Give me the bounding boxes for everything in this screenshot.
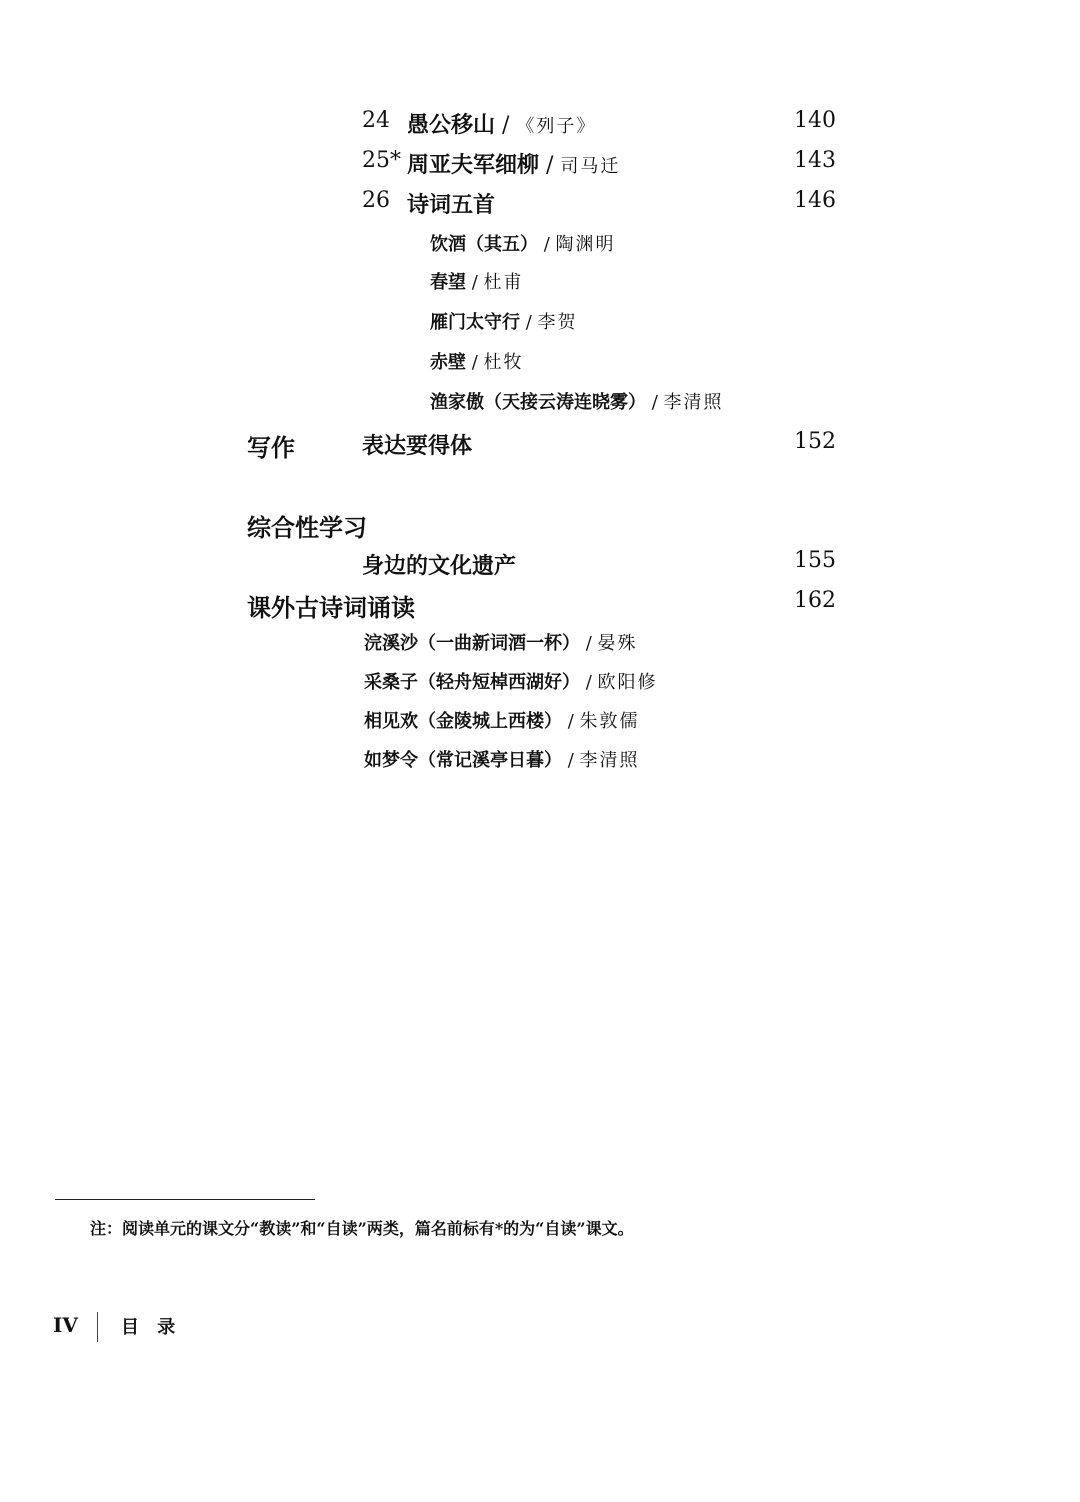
- writing-page-number: 152: [794, 429, 836, 454]
- poem-separator: /: [562, 750, 580, 771]
- poem-separator: /: [520, 312, 538, 333]
- poem-author: 晏殊: [597, 633, 638, 654]
- poem-entry: [430, 268, 524, 294]
- footnote-rule: [55, 1199, 315, 1200]
- writing-section-label: 写作: [247, 433, 295, 462]
- extra-poem-entry: [364, 746, 640, 772]
- footer-section-title: 目 录: [121, 1317, 182, 1338]
- poem-entry: [430, 230, 616, 256]
- lesson-title: [407, 108, 596, 139]
- poem-author: 欧阳修: [597, 672, 658, 693]
- poem-title: 雁门太守行: [430, 312, 520, 333]
- comprehensive-title: 身边的文化遗产: [362, 553, 517, 579]
- extra-poem-entry: [364, 629, 638, 655]
- poem-author: 杜甫: [483, 272, 524, 293]
- poem-entry: [430, 348, 524, 374]
- poem-title: 如梦令（常记溪亭日暮）: [364, 750, 562, 771]
- poem-title: 浣溪沙（一曲新词酒一杯）: [364, 633, 580, 654]
- poem-separator: /: [580, 633, 598, 654]
- poem-separator: /: [466, 352, 484, 373]
- comprehensive-section-label: 综合性学习: [247, 513, 367, 542]
- poem-entry: [430, 388, 724, 414]
- lesson-separator: /: [495, 113, 517, 138]
- poem-title: 饮酒（其五）: [430, 234, 538, 255]
- page-number-roman: IV: [53, 1313, 78, 1337]
- poem-separator: /: [646, 392, 664, 413]
- poem-title: 渔家傲（天接云涛连晓雾）: [430, 392, 646, 413]
- lesson-author: 《列子》: [516, 116, 597, 137]
- lesson-separator: /: [539, 153, 561, 178]
- comprehensive-page-number: 155: [794, 548, 836, 573]
- lesson-page-number: 146: [794, 188, 836, 213]
- footer-divider: [97, 1312, 98, 1342]
- poem-title: 赤壁: [430, 352, 466, 373]
- extra-section-label: 课外古诗词诵读: [247, 593, 415, 622]
- poem-author: 朱敦儒: [579, 711, 640, 732]
- lesson-title: [407, 148, 620, 179]
- poem-separator: /: [562, 711, 580, 732]
- writing-title: 表达要得体: [362, 433, 473, 459]
- poem-author: 李清照: [579, 750, 640, 771]
- poem-author: 李清照: [663, 392, 724, 413]
- poem-entry: [430, 308, 578, 334]
- poem-separator: /: [466, 272, 484, 293]
- lesson-number: 26: [362, 188, 390, 213]
- lesson-page-number: 140: [794, 108, 836, 133]
- lesson-title-text: 愚公移山: [407, 112, 496, 138]
- footnote: 注：阅读单元的课文分“教读”和“自读”两类，篇名前标有*的为“自读”课文。: [90, 1219, 634, 1238]
- lesson-title-text: 周亚夫军细柳: [407, 152, 540, 178]
- poem-separator: /: [580, 672, 598, 693]
- lesson-number: 25*: [362, 148, 401, 173]
- extra-poem-entry: [364, 707, 640, 733]
- lesson-page-number: 143: [794, 148, 836, 173]
- lesson-number: 24: [362, 108, 390, 133]
- poem-title: 相见欢（金陵城上西楼）: [364, 711, 562, 732]
- poem-title: 春望: [430, 272, 466, 293]
- poem-author: 陶渊明: [555, 234, 616, 255]
- poem-title: 采桑子（轻舟短棹西湖好）: [364, 672, 580, 693]
- poem-author: 李贺: [537, 312, 578, 333]
- extra-poem-entry: [364, 668, 658, 694]
- lesson-title: 诗词五首: [407, 192, 496, 218]
- poem-author: 杜牧: [483, 352, 524, 373]
- extra-page-number: 162: [794, 588, 836, 613]
- poem-separator: /: [538, 234, 556, 255]
- lesson-author: 司马迁: [560, 156, 621, 177]
